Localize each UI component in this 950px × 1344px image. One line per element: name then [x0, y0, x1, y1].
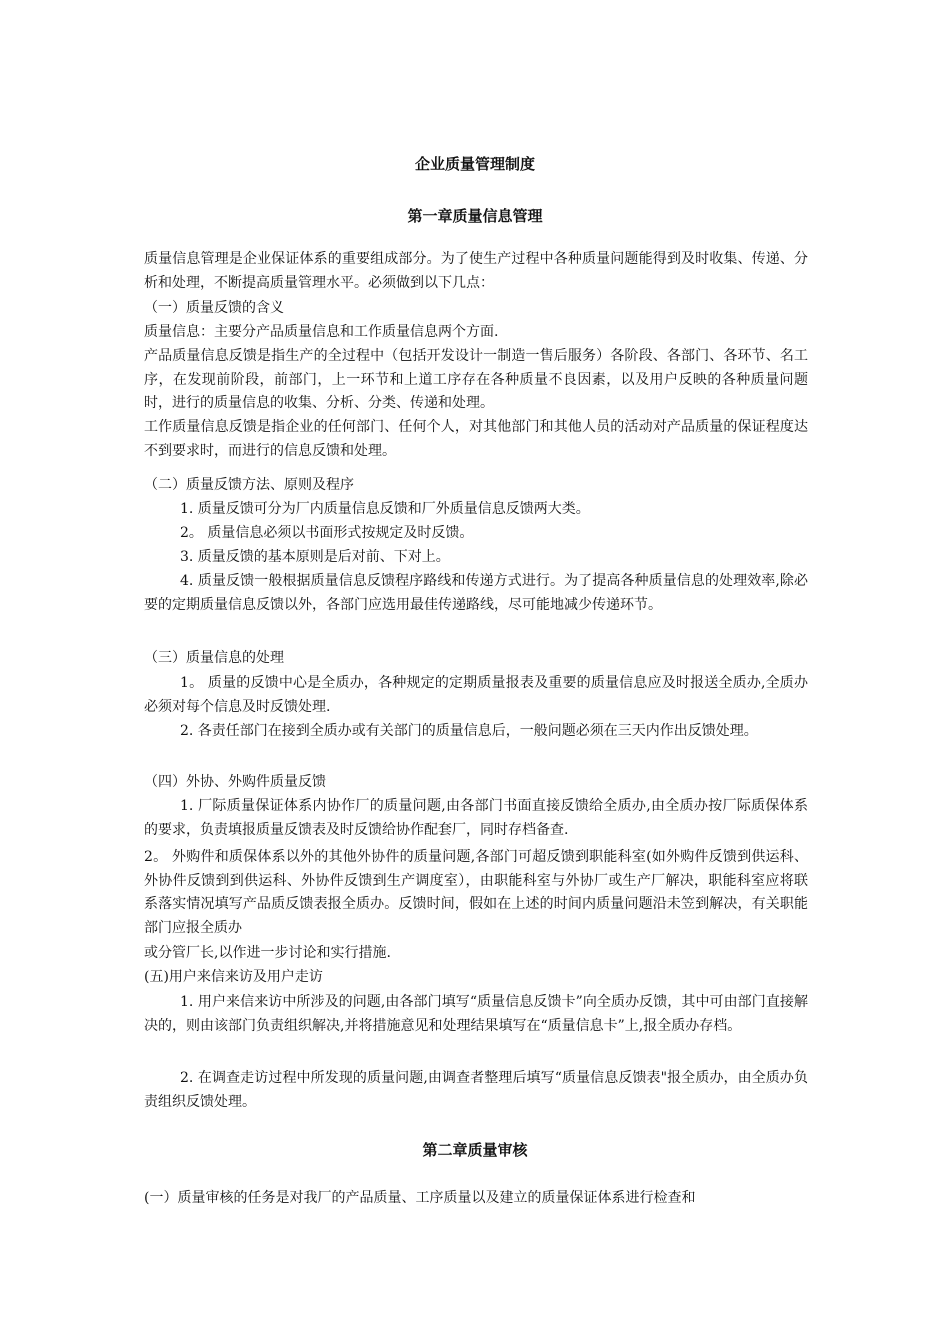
- section-4-item-2: 2。 外购件和质保体系以外的其他外协件的质量问题,各部门可超反馈到职能科室(如外购件反馈到供运科、外协件反馈到到供运科、外协件反馈到生产调度室），由职能科室与外协厂或生产厂解决，职能科室应将联系落实情况填写产品质反馈表报全质办。反馈时间，假如在上述的时间内质量问题沿未笠到解决，有关职能部门应报全质办: [144, 849, 808, 936]
- section-3-item-2: 2. 各责任部门在接到全质办或有关部门的质量信息后，一般问题必须在三天内作出反馈处理。: [180, 723, 758, 739]
- section-4-heading: （四）外协、外购件质量反馈: [144, 774, 326, 790]
- chapter-2-title: 第二章质量审核: [422, 1141, 528, 1159]
- section-2-item-4: 4. 质量反馈一般根据质量信息反馈程序路线和传递方式进行。为了提高各种质量信息的处理效率,除必要的定期质量信息反馈以外，各部门应选用最佳传递路线，尽可能地减少传递环节。: [144, 573, 808, 613]
- section-1-heading: （一）质量反馈的含义: [144, 300, 284, 316]
- section-3-heading: （三）质量信息的处理: [144, 650, 284, 666]
- section-2-heading: （二）质量反馈方法、原则及程序: [144, 477, 354, 493]
- chapter-2-para-1: (一）质量审核的任务是对我厂的产品质量、工序质量以及建立的质量保证体系进行检查和: [144, 1190, 696, 1206]
- section-3-item-1: 1。 质量的反馈中心是全质办，各种规定的定期质量报表及重要的质量信息应及时报送全质办,全质办必须对每个信息及时反馈处理.: [144, 675, 808, 715]
- section-5-heading: (五)用户来信来访及用户走访: [144, 969, 323, 985]
- section-2-item-1: 1. 质量反馈可分为厂内质量信息反馈和厂外质量信息反馈两大类。: [180, 501, 590, 517]
- section-4-item-2-continued: 或分管厂长,以作进一步讨论和实行措施.: [144, 945, 391, 961]
- chapter-1-title: 第一章质量信息管理: [407, 207, 543, 225]
- section-2-item-3: 3. 质量反馈的基本原则是后对前、下对上。: [180, 549, 450, 565]
- section-2-item-2: 2。 质量信息必须以书面形式按规定及时反馈。: [180, 525, 474, 541]
- section-1-para-2: 产品质量信息反馈是指生产的全过程中（包括开发设计一制造一售后服务）各阶段、各部门、各环节、名工序，在发现前阶段，前部门，上一环节和上道工序存在各种质量不良因素，以及用户反映的各种质量问题时，进行的质量信息的收集、分析、分类、传递和处理。: [144, 348, 808, 412]
- section-1-para-1: 质量信息：主要分产品质量信息和工作质量信息两个方面.: [144, 324, 499, 340]
- chapter-1-intro: 质量信息管理是企业保证体系的重要组成部分。为了使生产过程中各种质量问题能得到及时收集、传递、分析和处理，不断提高质量管理水平。必须做到以下几点：: [144, 251, 808, 291]
- section-1-para-3: 工作质量信息反馈是指企业的任何部门、任何个人，对其他部门和其他人员的活动对产品质量的保证程度达不到要求时，而进行的信息反馈和处理。: [144, 419, 808, 459]
- section-5-item-1: 1. 用户来信来访中所涉及的问题,由各部门填写“质量信息反馈卡”向全质办反馈，其中可由部门直接解决的，则由该部门负责组织解决,并将措施意见和处理结果填写在“质量信息卡”上,报全质办存档。: [144, 994, 808, 1034]
- section-5-item-2: 2. 在调查走访过程中所发现的质量问题,由调查者整理后填写“质量信息反馈表"报全质办，由全质办负责组织反馈处理。: [144, 1070, 808, 1110]
- section-4-item-1: 1. 厂际质量保证体系内协作厂的质量问题,由各部门书面直接反馈给全质办,由全质办按厂际质保体系的要求，负责填报质量反馈表及时反馈给协作配套厂，同时存档备查.: [144, 798, 808, 838]
- document-title: 企业质量管理制度: [414, 155, 535, 173]
